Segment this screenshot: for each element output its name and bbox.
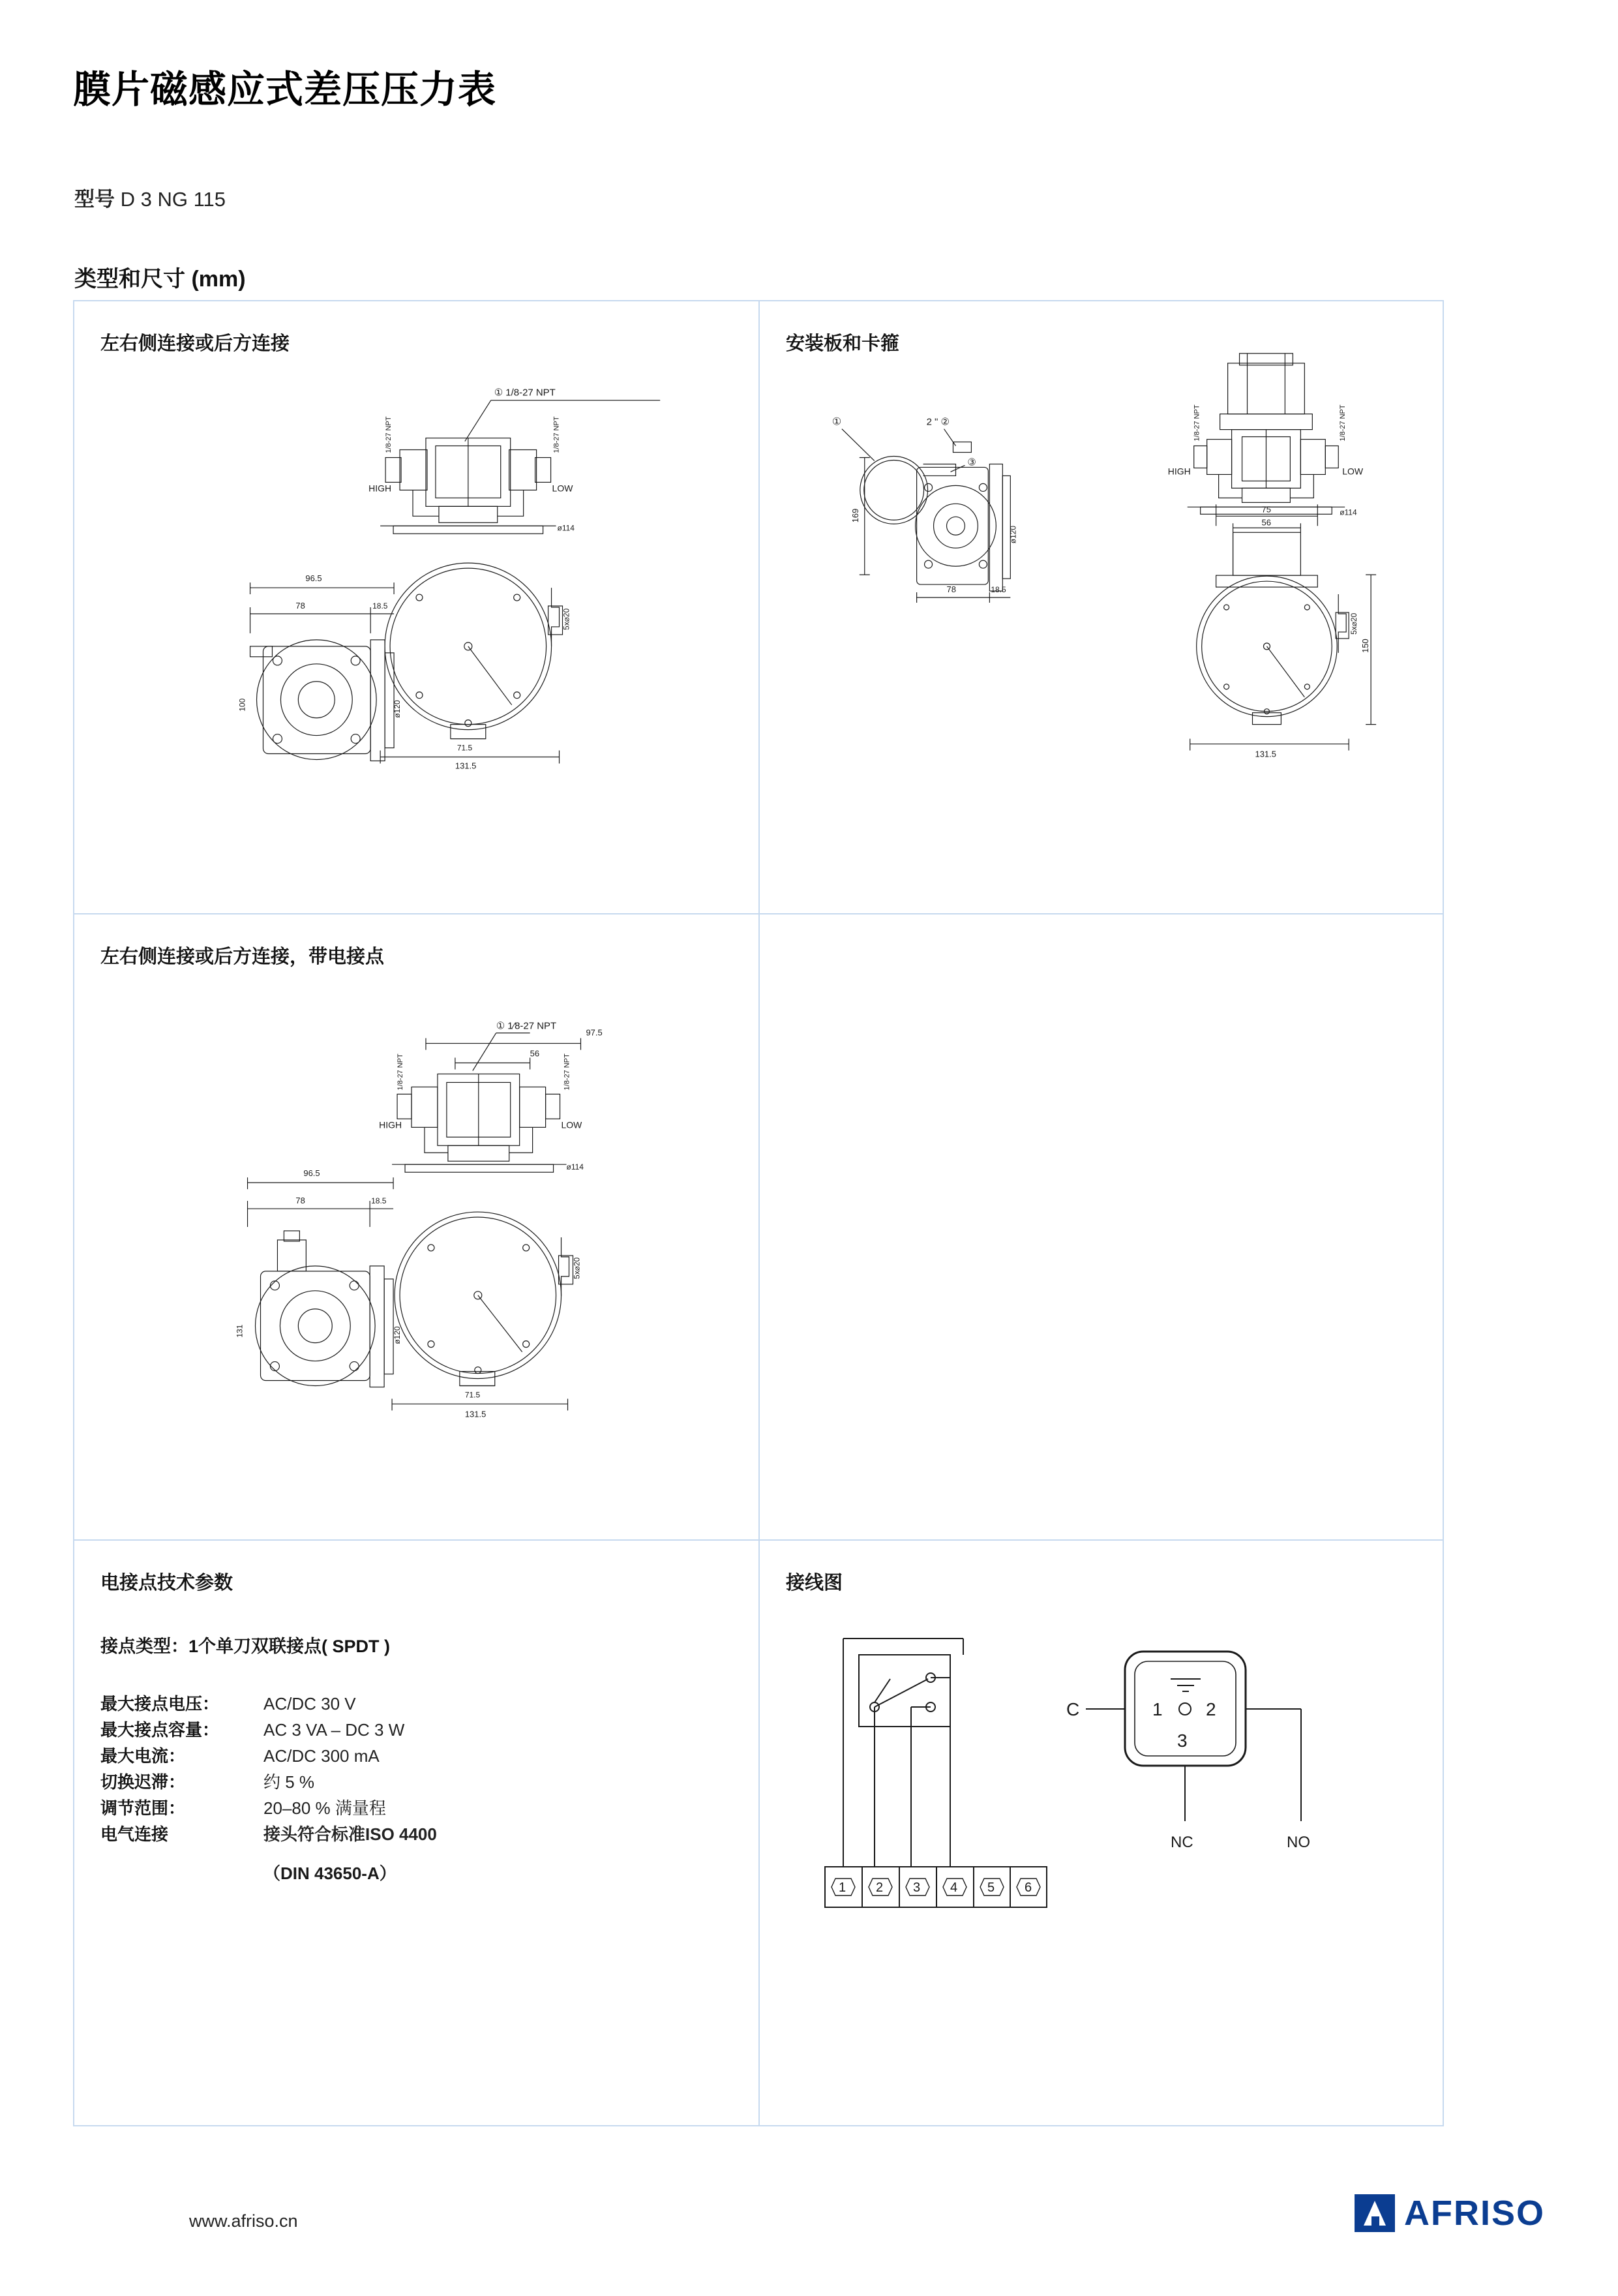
svg-text:①: ① <box>831 416 842 428</box>
svg-text:LOW: LOW <box>552 483 573 494</box>
svg-text:5: 5 <box>987 1881 995 1895</box>
cell-side-rear-connection <box>74 301 760 914</box>
cell-title-mounting: 安装板和卡箍 <box>786 333 900 354</box>
afriso-logo-text: AFRISO <box>1403 2194 1545 2233</box>
cell-wiring-diagram <box>760 1541 1444 2125</box>
svg-text:100: 100 <box>237 698 247 712</box>
svg-text:18.5: 18.5 <box>372 601 388 611</box>
svg-text:1: 1 <box>839 1881 846 1895</box>
spec-key: 最大接点容量： <box>100 1720 220 1740</box>
svg-text:① 1/8-27 NPT: ① 1/8-27 NPT <box>494 387 556 399</box>
svg-text:ø114: ø114 <box>1340 507 1357 517</box>
page-title: 膜片磁感应式差压压力表 <box>73 68 497 111</box>
svg-text:169: 169 <box>850 508 860 523</box>
spec-key: 电气连接 <box>100 1824 169 1844</box>
table-row <box>100 1769 437 1795</box>
svg-text:ø114: ø114 <box>566 1162 584 1172</box>
table-row <box>100 1717 437 1743</box>
drawing-side-rear-with-contacts <box>74 914 758 1539</box>
contact-type-subtitle: 接点类型：1个单刀双联接点( SPDT ) <box>100 1637 391 1656</box>
svg-text:③: ③ <box>967 457 976 468</box>
section-heading: 类型和尺寸 (mm) <box>74 267 246 292</box>
spec-value: 接头符合标准ISO 4400 <box>263 1824 437 1844</box>
svg-text:1/8-27 NPT: 1/8-27 NPT <box>385 416 393 453</box>
svg-text:56: 56 <box>530 1048 540 1059</box>
spec-key: 最大电流： <box>100 1746 186 1766</box>
svg-text:LOW: LOW <box>561 1119 582 1130</box>
svg-text:78: 78 <box>295 1196 305 1206</box>
svg-text:5x⌀20: 5x⌀20 <box>572 1257 582 1279</box>
table-row <box>100 1691 437 1717</box>
contact-spec-table <box>100 1691 437 1847</box>
cell-empty <box>760 914 1444 1541</box>
svg-text:HIGH: HIGH <box>1167 466 1191 477</box>
svg-text:1: 1 <box>1152 1699 1163 1719</box>
svg-text:NO: NO <box>1287 1834 1310 1851</box>
dimensions-grid <box>73 300 1444 2126</box>
afriso-logo <box>1355 2193 1545 2233</box>
spec-key: 最大接点电压： <box>100 1694 220 1714</box>
svg-text:56: 56 <box>1261 517 1271 528</box>
svg-text:HIGH: HIGH <box>379 1119 402 1130</box>
drawing-side-rear-connection <box>74 301 758 913</box>
svg-text:71.5: 71.5 <box>457 743 473 753</box>
svg-text:131.5: 131.5 <box>464 1409 487 1419</box>
spec-value: AC 3 VA – DC 3 W <box>263 1720 405 1740</box>
table-row <box>100 1743 437 1769</box>
spec-value: 约 5 % <box>263 1772 315 1792</box>
drawing-wiring-diagram <box>760 1541 1444 2125</box>
svg-text:96.5: 96.5 <box>305 573 322 584</box>
footer-url[interactable]: www.afriso.cn <box>189 2211 298 2231</box>
model-label: 型号 <box>74 188 115 211</box>
cell-title-with-contacts: 左右侧连接或后方连接，带电接点 <box>100 946 385 967</box>
model-value: D 3 NG 115 <box>120 188 226 211</box>
model-line <box>74 183 226 212</box>
svg-text:1/8-27 NPT: 1/8-27 NPT <box>563 1053 571 1091</box>
svg-text:ø120: ø120 <box>1008 525 1018 544</box>
svg-text:131.5: 131.5 <box>455 761 477 771</box>
svg-text:18.5: 18.5 <box>991 585 1006 595</box>
svg-text:1/8-27 NPT: 1/8-27 NPT <box>552 416 561 453</box>
svg-text:96.5: 96.5 <box>303 1168 320 1179</box>
svg-text:C: C <box>1066 1699 1080 1719</box>
svg-text:71.5: 71.5 <box>464 1390 481 1400</box>
svg-text:1/8-27 NPT: 1/8-27 NPT <box>397 1053 405 1091</box>
svg-text:HIGH: HIGH <box>368 483 392 494</box>
svg-text:① 1⁄8-27 NPT: ① 1⁄8-27 NPT <box>496 1020 557 1032</box>
svg-text:78: 78 <box>295 600 305 611</box>
svg-text:2: 2 <box>1206 1699 1216 1719</box>
svg-text:2: 2 <box>876 1881 884 1895</box>
spec-key: 调节范围： <box>100 1798 186 1818</box>
svg-text:97.5: 97.5 <box>586 1027 603 1038</box>
svg-text:1/8-27 NPT: 1/8-27 NPT <box>1193 404 1201 442</box>
cell-title-side-rear: 左右侧连接或后方连接 <box>100 333 290 354</box>
svg-text:150: 150 <box>1360 639 1371 653</box>
spec-value: AC/DC 300 mA <box>263 1746 380 1766</box>
svg-text:ø120: ø120 <box>393 700 402 718</box>
cell-title-wiring: 接线图 <box>786 1573 843 1594</box>
cell-title-contact-specs: 电接点技术参数 <box>100 1573 233 1594</box>
svg-text:LOW: LOW <box>1342 466 1364 477</box>
svg-text:ø120: ø120 <box>393 1326 402 1344</box>
svg-text:6: 6 <box>1025 1881 1032 1895</box>
svg-text:ø114: ø114 <box>557 523 575 533</box>
svg-text:75: 75 <box>1261 504 1271 515</box>
spec-value: AC/DC 30 V <box>263 1694 356 1714</box>
svg-text:1/8-27 NPT: 1/8-27 NPT <box>1339 404 1347 442</box>
svg-text:5x⌀20: 5x⌀20 <box>562 608 571 630</box>
cell-side-rear-with-contacts <box>74 914 760 1541</box>
svg-text:131: 131 <box>235 1324 245 1338</box>
cell-contact-specs <box>74 1541 760 2125</box>
svg-text:4: 4 <box>950 1881 958 1895</box>
cell-mounting-plate-clamp <box>760 301 1444 914</box>
spec-key: 切换迟滞： <box>100 1772 186 1792</box>
spec-value: 20–80 % 满量程 <box>263 1798 386 1818</box>
svg-text:2 " ②: 2 " ② <box>926 416 950 428</box>
svg-text:3: 3 <box>913 1881 921 1895</box>
svg-text:NC: NC <box>1171 1834 1193 1851</box>
drawing-mounting-plate-clamp <box>760 301 1444 913</box>
afriso-logo-icon <box>1355 2194 1395 2232</box>
svg-text:5x⌀20: 5x⌀20 <box>1349 612 1359 635</box>
svg-text:3: 3 <box>1177 1730 1188 1751</box>
svg-text:78: 78 <box>946 584 956 595</box>
table-row <box>100 1795 437 1821</box>
svg-text:18.5: 18.5 <box>371 1196 387 1206</box>
table-row <box>100 1821 437 1847</box>
spec-value-din: （DIN 43650-A） <box>263 1864 397 1883</box>
svg-text:131.5: 131.5 <box>1255 749 1276 759</box>
